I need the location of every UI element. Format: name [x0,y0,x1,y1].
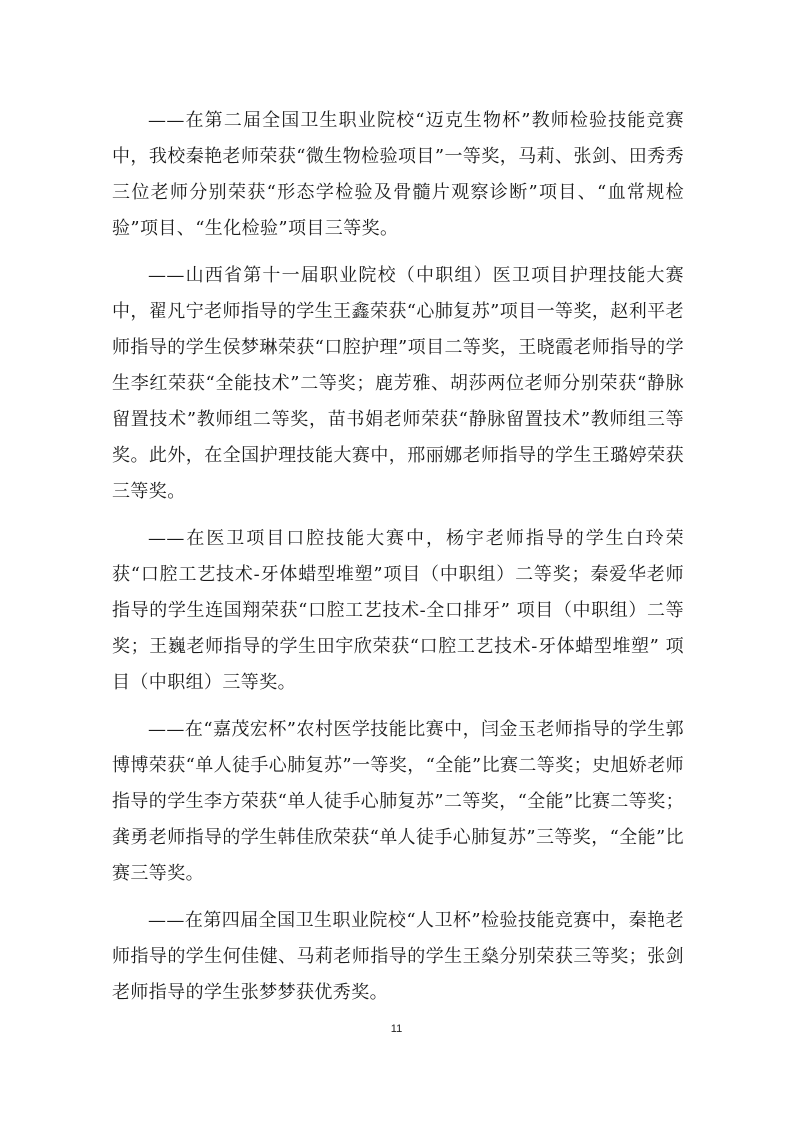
document-body [112,103,684,1022]
paragraph-1: ——在第二届全国卫生职业院校“迈克生物杯”教师检验技能竞赛中，我校秦艳老师荣获“微生物检验项目”一等奖，马莉、张剑、田秀秀三位老师分别荣获“形态学检验及骨髓片观察诊断”项目、“血常规检验”项目、“生化检验”项目三等奖。 [112,110,684,239]
page-number: 11 [390,1023,403,1035]
paragraph-5: ——在第四届全国卫生职业院校“人卫杯”检验技能竞赛中，秦艳老师指导的学生何佳健、马莉老师指导的学生王燊分别荣获三等奖；张剑老师指导的学生张梦梦获优秀奖。 [112,910,684,1003]
paragraph-3: ——在医卫项目口腔技能大赛中，杨宇老师指导的学生白玲荣获“口腔工艺技术-牙体蜡型堆塑”项目（中职组）二等奖；秦爱华老师指导的学生连国翔荣获“口腔工艺技术-全口排牙” 项目（中职组）二等奖；王巍老师指导的学生田宇欣荣获“口腔工艺技术-牙体蜡型堆塑” 项目（中职组）三等奖。 [112,528,684,693]
paragraph-2: ——山西省第十一届职业院校（中职组）医卫项目护理技能大赛中，翟凡宁老师指导的学生王鑫荣获“心肺复苏”项目一等奖，赵利平老师指导的学生侯梦琳荣获“口腔护理”项目二等奖，王晓霞老师指导的学生李红荣获“全能技术”二等奖；鹿芳雅、胡莎两位老师分别荣获“静脉留置技术”教师组二等奖，苗书娟老师荣获“静脉留置技术”教师组三等奖。此外，在全国护理技能大赛中，邢丽娜老师指导的学生王璐婷荣获三等奖。 [112,265,684,502]
paragraph-4: ——在“嘉茂宏杯”农村医学技能比赛中，闫金玉老师指导的学生郭博博荣获“单人徒手心肺复苏”一等奖，“全能”比赛二等奖；史旭娇老师指导的学生李方荣获“单人徒手心肺复苏”二等奖，“全能”比赛二等奖；龚勇老师指导的学生韩佳欣荣获“单人徒手心肺复苏”三等奖，“全能”比赛三等奖。 [112,719,685,884]
